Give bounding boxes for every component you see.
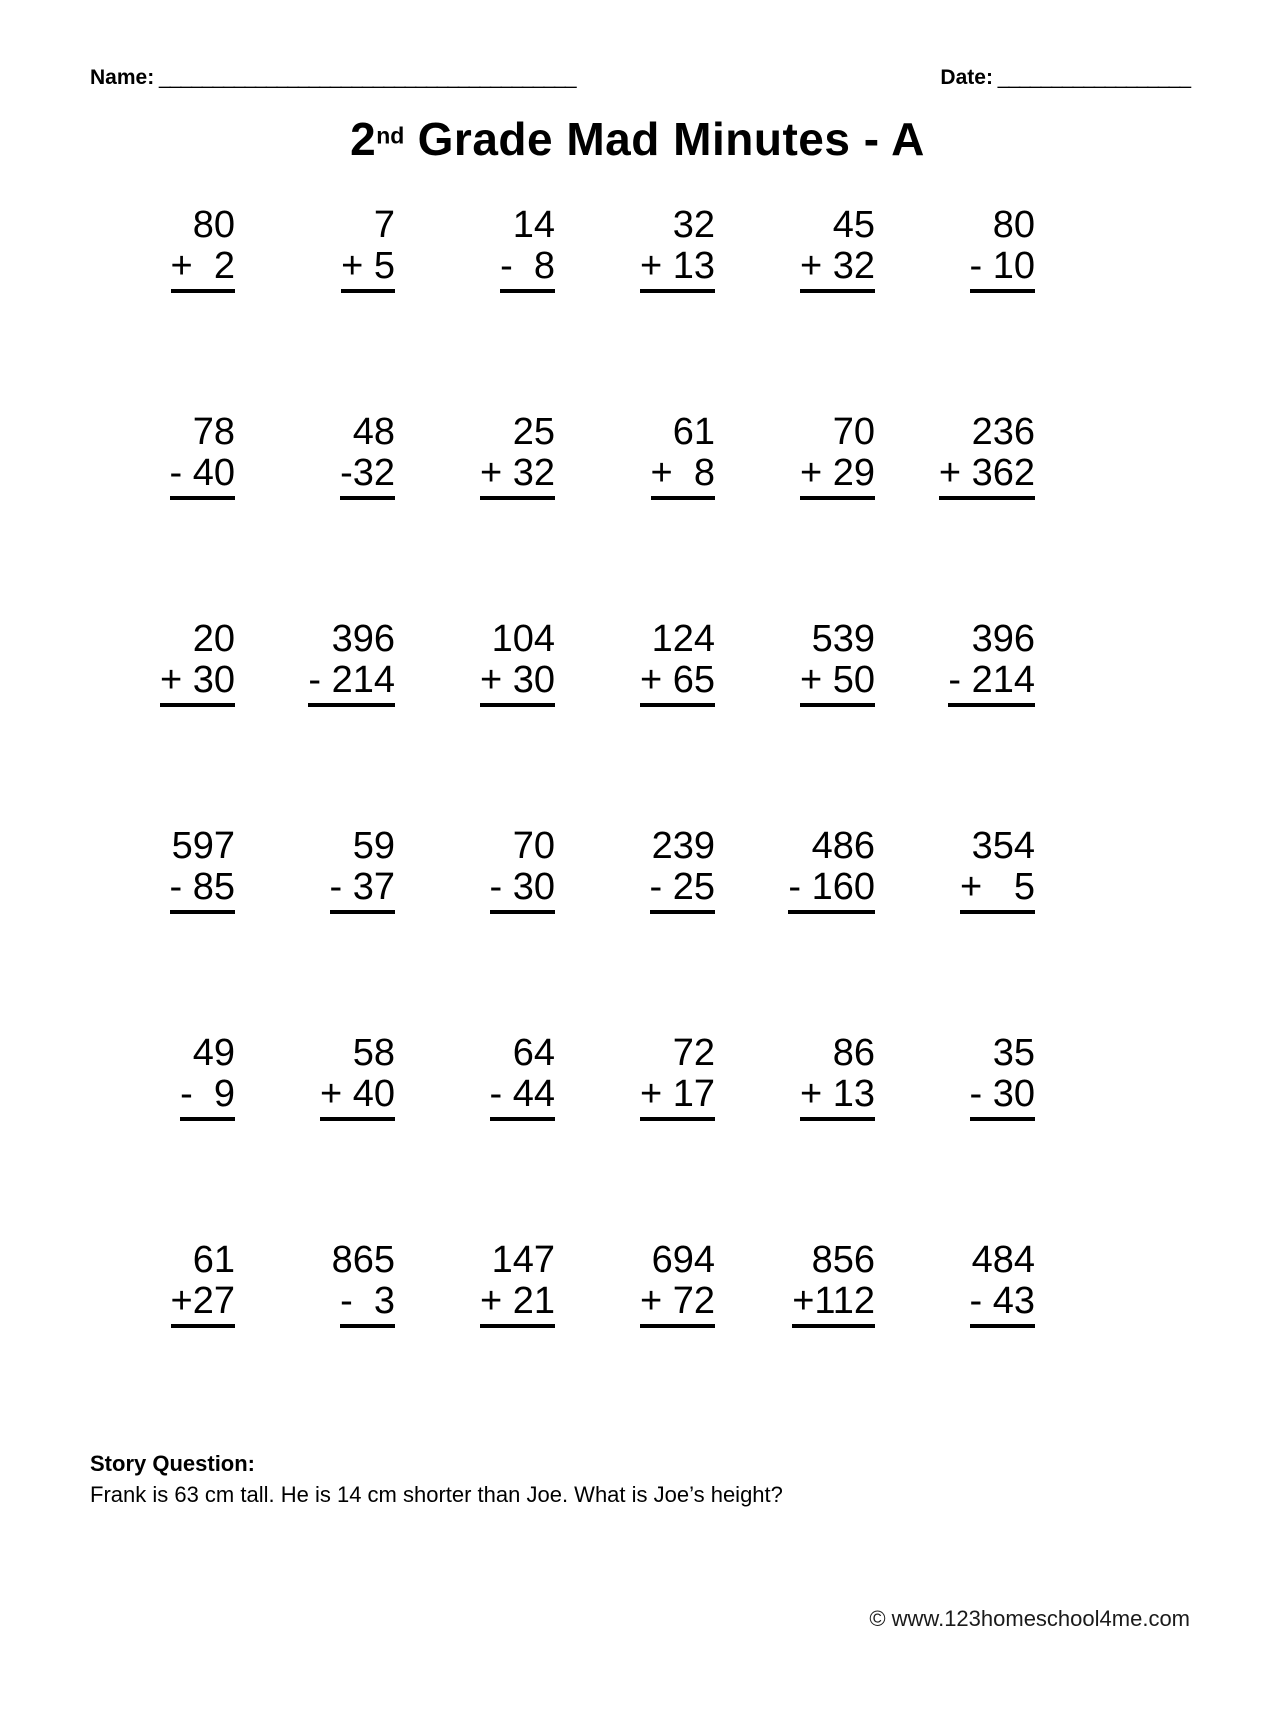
top-operand: 45 xyxy=(832,203,875,246)
vertical-arithmetic-problem xyxy=(800,1033,875,1121)
top-operand: 539 xyxy=(811,617,875,660)
bottom-operand-with-answer-line: - 10 xyxy=(970,246,1035,293)
math-problem xyxy=(555,205,715,412)
math-problem xyxy=(875,205,1035,412)
date-label: Date: xyxy=(940,66,993,89)
bottom-operand-with-answer-line: - 30 xyxy=(490,867,555,914)
story-question-heading: Story Question: xyxy=(90,1450,256,1476)
vertical-arithmetic-problem xyxy=(640,1240,715,1328)
top-operand: 78 xyxy=(192,410,235,453)
math-problem xyxy=(235,826,395,1033)
top-operand: 59 xyxy=(352,824,395,867)
top-operand: 48 xyxy=(352,410,395,453)
top-operand: 236 xyxy=(971,410,1035,453)
bottom-operand-with-answer-line: - 30 xyxy=(970,1074,1035,1121)
vertical-arithmetic-problem xyxy=(480,619,555,707)
vertical-arithmetic-problem xyxy=(170,412,235,500)
math-problem xyxy=(75,1033,235,1240)
bottom-operand-with-answer-line: + 65 xyxy=(640,660,715,707)
top-operand: 147 xyxy=(491,1238,555,1281)
vertical-arithmetic-problem xyxy=(490,826,555,914)
math-problem xyxy=(715,826,875,1033)
top-operand: 694 xyxy=(651,1238,715,1281)
top-operand: 484 xyxy=(971,1238,1035,1281)
top-operand: 61 xyxy=(192,1238,235,1281)
top-operand: 865 xyxy=(331,1238,395,1281)
worksheet-page xyxy=(0,66,1275,1716)
name-field xyxy=(90,66,576,90)
vertical-arithmetic-problem xyxy=(171,205,235,293)
vertical-arithmetic-problem xyxy=(970,1240,1035,1328)
top-operand: 80 xyxy=(192,203,235,246)
top-operand: 856 xyxy=(811,1238,875,1281)
top-operand: 58 xyxy=(352,1031,395,1074)
math-problem xyxy=(875,1240,1035,1447)
bottom-operand-with-answer-line: + 5 xyxy=(341,246,395,293)
bottom-operand-with-answer-line: + 30 xyxy=(160,660,235,707)
vertical-arithmetic-problem xyxy=(970,1033,1035,1121)
math-problem xyxy=(395,1033,555,1240)
top-operand: 239 xyxy=(651,824,715,867)
top-operand: 104 xyxy=(491,617,555,660)
title-ordinal-superscript: nd xyxy=(376,122,405,149)
top-operand: 49 xyxy=(192,1031,235,1074)
math-problem xyxy=(235,1033,395,1240)
top-operand: 80 xyxy=(992,203,1035,246)
math-problem xyxy=(395,205,555,412)
vertical-arithmetic-problem xyxy=(171,1240,235,1328)
bottom-operand-with-answer-line: - 9 xyxy=(180,1074,235,1121)
vertical-arithmetic-problem xyxy=(800,619,875,707)
bottom-operand-with-answer-line: + 50 xyxy=(800,660,875,707)
page-title xyxy=(0,114,1275,165)
math-problem xyxy=(555,826,715,1033)
title-text: Grade Mad Minutes - A xyxy=(404,113,925,165)
top-operand: 64 xyxy=(512,1031,555,1074)
vertical-arithmetic-problem xyxy=(480,412,555,500)
vertical-arithmetic-problem xyxy=(330,826,395,914)
vertical-arithmetic-problem xyxy=(948,619,1035,707)
math-problem xyxy=(235,205,395,412)
bottom-operand-with-answer-line: - 85 xyxy=(170,867,235,914)
bottom-operand-with-answer-line: - 37 xyxy=(330,867,395,914)
math-problem xyxy=(875,412,1035,619)
bottom-operand-with-answer-line: - 25 xyxy=(650,867,715,914)
bottom-operand-with-answer-line: -32 xyxy=(340,453,395,500)
bottom-operand-with-answer-line: +27 xyxy=(171,1281,235,1328)
bottom-operand-with-answer-line: + 32 xyxy=(800,246,875,293)
copyright-text: © www.123homeschool4me.com xyxy=(869,1606,1190,1631)
bottom-operand-with-answer-line: + 17 xyxy=(640,1074,715,1121)
math-problem xyxy=(555,412,715,619)
bottom-operand-with-answer-line: + 8 xyxy=(651,453,715,500)
top-operand: 597 xyxy=(171,824,235,867)
vertical-arithmetic-problem xyxy=(340,412,395,500)
bottom-operand-with-answer-line: - 44 xyxy=(490,1074,555,1121)
math-problem xyxy=(875,826,1035,1033)
math-problem xyxy=(75,826,235,1033)
top-operand: 396 xyxy=(971,617,1035,660)
vertical-arithmetic-problem xyxy=(792,1240,875,1328)
vertical-arithmetic-problem xyxy=(651,412,715,500)
bottom-operand-with-answer-line: +112 xyxy=(792,1281,875,1328)
math-problem xyxy=(235,1240,395,1447)
math-problem xyxy=(75,412,235,619)
math-problem xyxy=(875,1033,1035,1240)
top-operand: 25 xyxy=(512,410,555,453)
top-operand: 32 xyxy=(672,203,715,246)
bottom-operand-with-answer-line: - 40 xyxy=(170,453,235,500)
math-problem xyxy=(715,1240,875,1447)
top-operand: 86 xyxy=(832,1031,875,1074)
bottom-operand-with-answer-line: - 214 xyxy=(948,660,1035,707)
math-problem xyxy=(715,205,875,412)
vertical-arithmetic-problem xyxy=(308,619,395,707)
vertical-arithmetic-problem xyxy=(960,826,1035,914)
vertical-arithmetic-problem xyxy=(939,412,1035,500)
footer xyxy=(869,1606,1190,1632)
vertical-arithmetic-problem xyxy=(341,205,395,293)
bottom-operand-with-answer-line: + 29 xyxy=(800,453,875,500)
story-question-text: Frank is 63 cm tall. He is 14 cm shorter than Joe. What is Joe’s height? xyxy=(90,1481,783,1507)
bottom-operand-with-answer-line: - 214 xyxy=(308,660,395,707)
math-problem xyxy=(395,619,555,826)
bottom-operand-with-answer-line: - 8 xyxy=(500,246,555,293)
vertical-arithmetic-problem xyxy=(160,619,235,707)
math-problem xyxy=(235,412,395,619)
math-problem xyxy=(75,619,235,826)
vertical-arithmetic-problem xyxy=(500,205,555,293)
name-label: Name: xyxy=(90,66,155,89)
title-number: 2 xyxy=(350,113,377,165)
math-problem xyxy=(555,619,715,826)
top-operand: 70 xyxy=(832,410,875,453)
bottom-operand-with-answer-line: + 32 xyxy=(480,453,555,500)
math-problem xyxy=(875,619,1035,826)
vertical-arithmetic-problem xyxy=(650,826,715,914)
bottom-operand-with-answer-line: - 43 xyxy=(970,1281,1035,1328)
bottom-operand-with-answer-line: + 30 xyxy=(480,660,555,707)
top-operand: 7 xyxy=(373,203,395,246)
top-operand: 14 xyxy=(512,203,555,246)
bottom-operand-with-answer-line: - 160 xyxy=(788,867,875,914)
vertical-arithmetic-problem xyxy=(640,205,715,293)
top-operand: 35 xyxy=(992,1031,1035,1074)
story-question-section xyxy=(90,1449,1275,1511)
math-problem xyxy=(715,1033,875,1240)
vertical-arithmetic-problem xyxy=(970,205,1035,293)
date-blank-line: __________________ xyxy=(992,66,1190,89)
math-problem xyxy=(75,1240,235,1447)
vertical-arithmetic-problem xyxy=(640,619,715,707)
top-operand: 20 xyxy=(192,617,235,660)
top-operand: 72 xyxy=(672,1031,715,1074)
math-problem xyxy=(715,412,875,619)
header-row xyxy=(90,66,1190,90)
bottom-operand-with-answer-line: - 3 xyxy=(340,1281,395,1328)
bottom-operand-with-answer-line: + 40 xyxy=(320,1074,395,1121)
math-problem xyxy=(715,619,875,826)
vertical-arithmetic-problem xyxy=(180,1033,235,1121)
date-field xyxy=(940,66,1190,90)
top-operand: 354 xyxy=(971,824,1035,867)
math-problem xyxy=(395,826,555,1033)
name-blank-line: _______________________________________ xyxy=(154,66,576,89)
top-operand: 124 xyxy=(651,617,715,660)
bottom-operand-with-answer-line: + 13 xyxy=(800,1074,875,1121)
math-problem xyxy=(235,619,395,826)
bottom-operand-with-answer-line: + 21 xyxy=(480,1281,555,1328)
math-problem xyxy=(395,1240,555,1447)
bottom-operand-with-answer-line: + 5 xyxy=(960,867,1035,914)
vertical-arithmetic-problem xyxy=(320,1033,395,1121)
vertical-arithmetic-problem xyxy=(332,1240,395,1328)
bottom-operand-with-answer-line: + 13 xyxy=(640,246,715,293)
vertical-arithmetic-problem xyxy=(800,205,875,293)
vertical-arithmetic-problem xyxy=(170,826,235,914)
top-operand: 70 xyxy=(512,824,555,867)
bottom-operand-with-answer-line: + 72 xyxy=(640,1281,715,1328)
vertical-arithmetic-problem xyxy=(480,1240,555,1328)
vertical-arithmetic-problem xyxy=(788,826,875,914)
math-problem xyxy=(555,1033,715,1240)
math-problem xyxy=(75,205,235,412)
vertical-arithmetic-problem xyxy=(640,1033,715,1121)
top-operand: 486 xyxy=(811,824,875,867)
vertical-arithmetic-problem xyxy=(490,1033,555,1121)
bottom-operand-with-answer-line: + 362 xyxy=(939,453,1035,500)
vertical-arithmetic-problem xyxy=(800,412,875,500)
bottom-operand-with-answer-line: + 2 xyxy=(171,246,235,293)
problems-grid xyxy=(75,205,1275,1447)
math-problem xyxy=(395,412,555,619)
top-operand: 396 xyxy=(331,617,395,660)
top-operand: 61 xyxy=(672,410,715,453)
math-problem xyxy=(555,1240,715,1447)
